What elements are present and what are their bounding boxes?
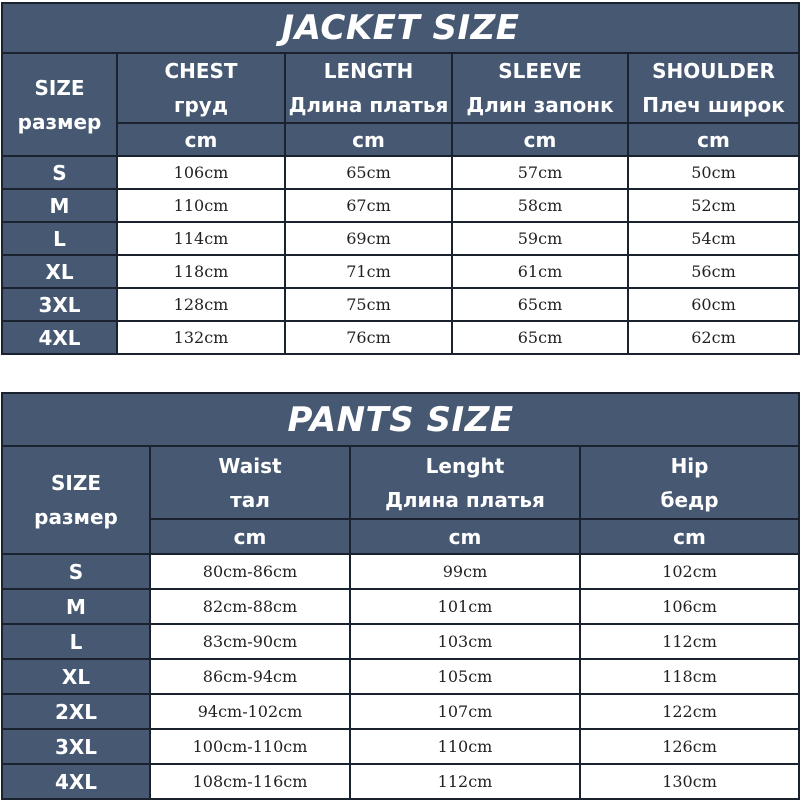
table-cell: 106cm	[117, 156, 285, 189]
table-row	[2, 222, 799, 255]
table-cell: 114cm	[117, 222, 285, 255]
unit-label: cm	[150, 519, 350, 554]
size-header-ru: размер	[17, 109, 102, 134]
table-row	[2, 554, 799, 589]
size-label: 3XL	[2, 288, 117, 321]
unit-label: cm	[580, 519, 799, 554]
table-cell: 100cm-110cm	[150, 729, 350, 764]
table-row	[2, 764, 799, 799]
table-cell: 61cm	[452, 255, 628, 288]
table-cell: 54cm	[628, 222, 799, 255]
table-cell: 67cm	[285, 189, 452, 222]
table-cell: 101cm	[350, 589, 580, 624]
table-cell: 105cm	[350, 659, 580, 694]
table-row	[2, 659, 799, 694]
table-row	[2, 189, 799, 222]
unit-label: cm	[117, 123, 285, 156]
col-label-ru: Плеч широк	[642, 93, 785, 117]
table-cell: 107cm	[350, 694, 580, 729]
size-label: L	[2, 624, 150, 659]
table-cell: 102cm	[580, 554, 799, 589]
table-cell: 60cm	[628, 288, 799, 321]
table-cell: 62cm	[628, 321, 799, 354]
table-cell: 112cm	[350, 764, 580, 799]
col-label-ru: Длина платья	[385, 487, 545, 512]
pants-col-waist	[150, 446, 350, 519]
table-cell: 76cm	[285, 321, 452, 354]
unit-label: cm	[350, 519, 580, 554]
jacket-size-table	[1, 2, 800, 355]
table-cell: 83cm-90cm	[150, 624, 350, 659]
pants-col-length	[350, 446, 580, 519]
col-label-en: Waist	[218, 453, 282, 478]
table-row	[2, 321, 799, 354]
table-cell: 130cm	[580, 764, 799, 799]
table-cell: 94cm-102cm	[150, 694, 350, 729]
table-row	[2, 589, 799, 624]
pants-table-title: PANTS SIZE	[2, 393, 799, 446]
table-row	[2, 156, 799, 189]
table-cell: 132cm	[117, 321, 285, 354]
table-cell: 65cm	[452, 288, 628, 321]
table-cell: 75cm	[285, 288, 452, 321]
col-label-en: Lenght	[425, 453, 505, 478]
jacket-table-title: JACKET SIZE	[2, 3, 799, 53]
table-cell: 118cm	[580, 659, 799, 694]
table-cell: 69cm	[285, 222, 452, 255]
table-cell: 103cm	[350, 624, 580, 659]
table-cell: 80cm-86cm	[150, 554, 350, 589]
col-label-en: LENGTH	[323, 59, 414, 83]
table-cell: 65cm	[452, 321, 628, 354]
unit-label: cm	[452, 123, 628, 156]
table-cell: 118cm	[117, 255, 285, 288]
jacket-col-shoulder	[628, 53, 799, 123]
table-cell: 106cm	[580, 589, 799, 624]
table-cell: 52cm	[628, 189, 799, 222]
jacket-col-sleeve	[452, 53, 628, 123]
size-label: L	[2, 222, 117, 255]
table-cell: 86cm-94cm	[150, 659, 350, 694]
table-cell: 112cm	[580, 624, 799, 659]
jacket-size-header	[2, 53, 117, 156]
size-header-en: SIZE	[50, 471, 101, 495]
table-cell: 59cm	[452, 222, 628, 255]
size-label: XL	[2, 255, 117, 288]
col-label-en: SLEEVE	[498, 59, 582, 83]
size-label: 4XL	[2, 764, 150, 799]
size-label: M	[2, 189, 117, 222]
unit-label: cm	[628, 123, 799, 156]
pants-col-hip	[580, 446, 799, 519]
size-label: 2XL	[2, 694, 150, 729]
col-label-en: CHEST	[164, 59, 238, 83]
size-label: S	[2, 156, 117, 189]
col-label-en: SHOULDER	[652, 59, 775, 83]
col-label-ru: тал	[230, 487, 270, 512]
table-cell: 50cm	[628, 156, 799, 189]
size-label: XL	[2, 659, 150, 694]
table-cell: 110cm	[117, 189, 285, 222]
col-label-ru: Длина платья	[288, 93, 449, 117]
col-label-ru: груд	[174, 93, 228, 117]
col-label-en: Hip	[670, 453, 709, 478]
pants-size-header	[2, 446, 150, 554]
table-cell: 65cm	[285, 156, 452, 189]
table-row	[2, 694, 799, 729]
jacket-col-chest	[117, 53, 285, 123]
table-cell: 56cm	[628, 255, 799, 288]
jacket-col-length	[285, 53, 452, 123]
size-label: 4XL	[2, 321, 117, 354]
size-label: S	[2, 554, 150, 589]
table-cell: 57cm	[452, 156, 628, 189]
size-label: 3XL	[2, 729, 150, 764]
size-header-ru: размер	[34, 505, 118, 529]
table-cell: 122cm	[580, 694, 799, 729]
col-label-ru: Длин запонк	[466, 93, 614, 117]
pants-size-table	[1, 392, 800, 800]
table-cell: 99cm	[350, 554, 580, 589]
size-header-en: SIZE	[34, 75, 85, 100]
size-label: M	[2, 589, 150, 624]
table-row	[2, 729, 799, 764]
table-cell: 126cm	[580, 729, 799, 764]
table-cell: 110cm	[350, 729, 580, 764]
table-row	[2, 288, 799, 321]
table-cell: 58cm	[452, 189, 628, 222]
table-cell: 128cm	[117, 288, 285, 321]
table-cell: 82cm-88cm	[150, 589, 350, 624]
table-cell: 108cm-116cm	[150, 764, 350, 799]
unit-label: cm	[285, 123, 452, 156]
table-row	[2, 255, 799, 288]
table-cell: 71cm	[285, 255, 452, 288]
col-label-ru: бедр	[660, 487, 719, 512]
table-row	[2, 624, 799, 659]
